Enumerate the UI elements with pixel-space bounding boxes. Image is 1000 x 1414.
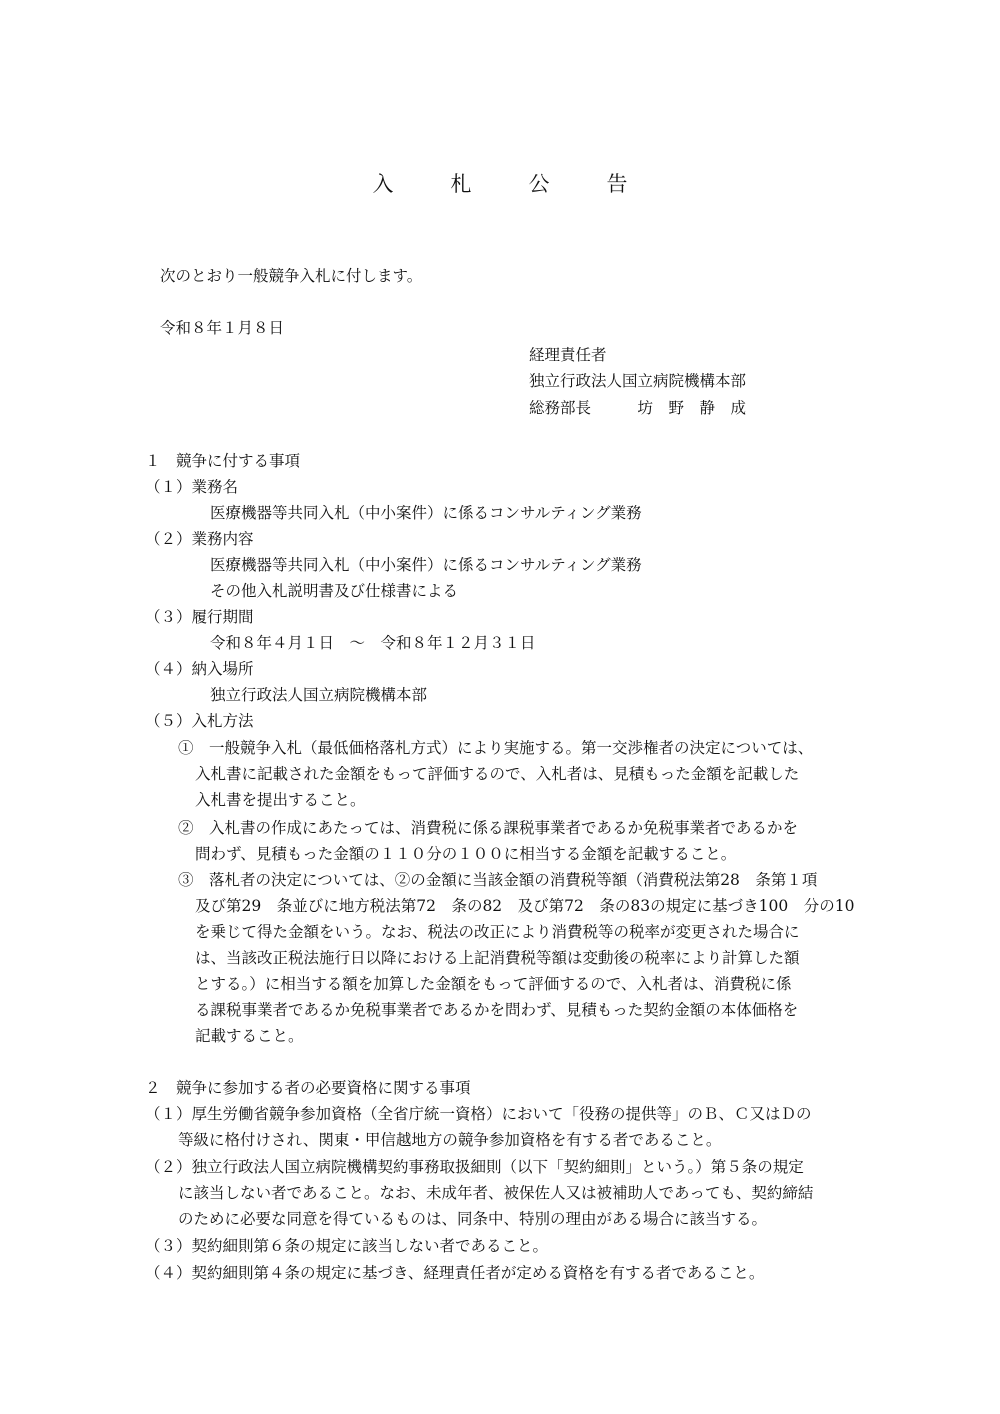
issuer-position-name: 総務部長 坊 野 静 成	[529, 399, 747, 417]
method-3-line-1: ③ 落札者の決定については、②の金額に当該金額の消費税等額（消費税法第28 条第１項	[178, 871, 818, 889]
item-2-line-2: その他入札説明書及び仕様書による	[210, 582, 459, 600]
method-1-line-2: 入札書に記載された金額をもって評価するので、入札者は、見積もった金額を記載した	[195, 765, 800, 783]
method-3-line-6: る課税事業者であるか免税事業者であるかを問わず、見積もった契約金額の本体価格を	[195, 1001, 799, 1019]
section-2-heading: ２ 競争に参加する者の必要資格に関する事項	[145, 1079, 471, 1097]
section-1-heading: １ 競争に付する事項	[145, 452, 301, 470]
document-title: 入 札 公 告	[372, 172, 646, 196]
method-3-line-2: 及び第29 条並びに地方税法第72 条の82 及び第72 条の83の規定に基づき100 分の10	[195, 897, 855, 915]
item-4-text: 独立行政法人国立病院機構本部	[210, 686, 428, 704]
issuer-organization: 独立行政法人国立病院機構本部	[529, 372, 747, 390]
method-3-line-4: は、当該改正税法施行日以降における上記消費税等額は変動後の税率により計算した額	[195, 949, 800, 967]
method-2-line-1: ② 入札書の作成にあたっては、消費税に係る課税事業者であるか免税事業者であるかを	[178, 819, 799, 837]
qualification-4-line-1: （４）契約細則第４条の規定に基づき、経理責任者が定める資格を有する者であること。	[145, 1264, 765, 1282]
intro-text: 次のとおり一般競争入札に付します。	[160, 267, 423, 285]
qualification-2-line-1: （２）独立行政法人国立病院機構契約事務取扱細則（以下「契約細則」という。）第５条の規定	[145, 1158, 804, 1176]
method-3-line-7: 記載すること。	[195, 1027, 304, 1045]
item-2-line-1: 医療機器等共同入札（中小案件）に係るコンサルティング業務	[210, 556, 642, 574]
qualification-3-line-1: （３）契約細則第６条の規定に該当しない者であること。	[145, 1237, 549, 1255]
issuer-role: 経理責任者	[529, 346, 607, 364]
qualification-1-line-2: 等級に格付けされ、関東・甲信越地方の競争参加資格を有する者であること。	[178, 1131, 722, 1149]
item-3-label: （３）履行期間	[145, 608, 254, 626]
method-2-line-2: 問わず、見積もった金額の１１０分の１００に相当する金額を記載すること。	[195, 845, 737, 863]
method-1-line-1: ① 一般競争入札（最低価格落札方式）により実施する。第一交渉権者の決定については、	[178, 739, 814, 757]
qualification-2-line-3: のために必要な同意を得ているものは、同条中、特別の理由がある場合に該当する。	[178, 1210, 768, 1228]
item-1-label: （１）業務名	[145, 478, 239, 496]
item-2-label: （２）業務内容	[145, 530, 254, 548]
item-4-label: （４）納入場所	[145, 660, 254, 678]
item-5-label: （５）入札方法	[145, 712, 254, 730]
qualification-1-line-1: （１）厚生労働省競争参加資格（全省庁統一資格）において「役務の提供等」のＢ、Ｃ又はＤの	[145, 1105, 812, 1123]
method-3-line-3: を乗じて得た金額をいう。なお、税法の改正により消費税等の税率が変更された場合に	[195, 923, 800, 941]
method-1-line-3: 入札書を提出すること。	[195, 791, 366, 809]
notice-date: 令和８年１月８日	[160, 319, 285, 337]
item-1-text: 医療機器等共同入札（中小案件）に係るコンサルティング業務	[210, 504, 642, 522]
qualification-2-line-2: に該当しない者であること。なお、未成年者、被保佐人又は被補助人であっても、契約締結	[178, 1184, 814, 1202]
item-3-text: 令和８年４月１日 ～ 令和８年１２月３１日	[210, 634, 536, 652]
method-3-line-5: とする。）に相当する額を加算した金額をもって評価するので、入札者は、消費税に係	[195, 975, 792, 993]
